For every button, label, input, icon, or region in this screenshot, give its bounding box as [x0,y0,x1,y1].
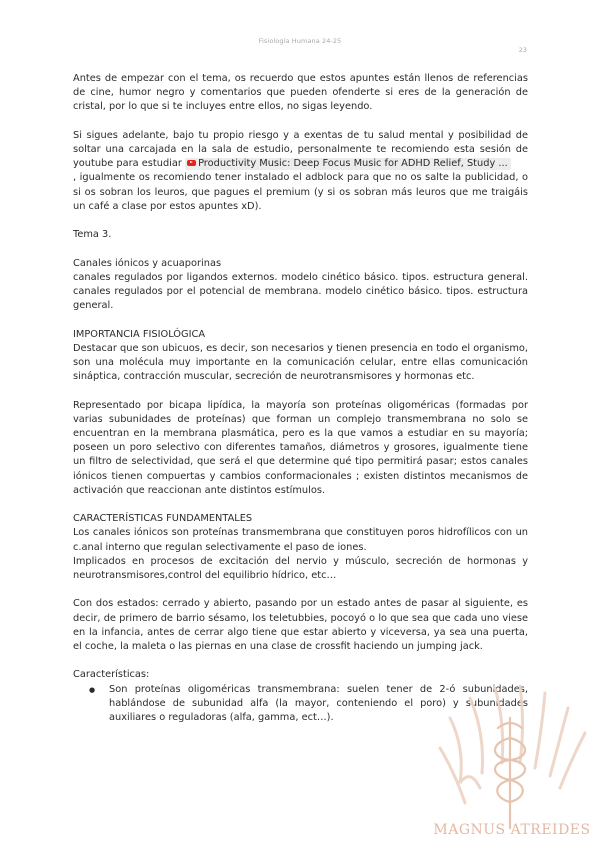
topic-title: Canales iónicos y acuaporinas [73,257,222,269]
list-item: ● Son proteínas oligoméricas transmembrana: suelen tener de 2-ó subunidades, hablándose de subunidad alfa (la mayor, conteniendo el poro) y subunidades auxiliares o reguladoras (alfa, gamma, ect…). [109,683,528,726]
topic-number: Tema 3. [73,229,112,241]
fundamentales-line-1: Los canales iónicos son proteínas transmembrana que constituyen poros hidrofílicos con un c.anal interno que regulan selectivamente el paso de iones. [73,527,528,553]
study-music-text-before: Si sigues adelante, bajo tu propio riesgo y a exentas de tu salud mental y posibilidad de soltar una carcajada en la sala de estudio, personalmente te recomiendo esta sesión de youtube para estudiar [73,129,528,170]
fundamentales-line-2: Implicados en procesos de excitación del nervio y músculo, secreción de hormonas y neurotransmisores,control del equilibrio hídrico, etc… [73,555,528,582]
section-heading-importancia: IMPORTANCIA FISIOLÓGICA [73,328,206,340]
page-number: 23 [518,46,527,54]
caracteristicas-heading: Características: [73,669,150,681]
estados-paragraph: Con dos estados: cerrado y abierto, pasando por un estado antes de pasar al siguiente, es decir, de primero de barrio sésamo, los teletubbies, pocoyó o lo que sea que cada uno viese en la infancia, antes de cerrar algo tiene que estar abierto y viceversa, ya sea una puerta, el coche, la maleta o las piernas en una clase de crossfit haciendo un jumping jack. [73,598,528,653]
youtube-icon [187,160,196,167]
topic-summary: canales regulados por ligandos externos. modelo cinético básico. tipos. estructura general. canales regulados por el potencial de membrana. modelo cinético básico. tipos. estructura general. [73,271,528,312]
importancia-paragraph-2: Representado por bicapa lipídica, la mayoría son proteínas oligoméricas (formadas por varias subunidades de proteínas) que forman un complejo transmembrana no solo se encuentran en la membrana plasmática, pero es la que vamos a estudiar en su mayoría; poseen un poro selectivo con diferentes tamaños, diámetros y grosores, igualmente tiene un filtro de selectividad, que será el que determine qué tipo permitirá pasar; estos canales iónicos tienen compuertas y cambios conformacionales ; existen distintos mecanismos de activación que reaccionan ante distintos estímulos. [73,399,528,496]
youtube-link-text[interactable]: Productivity Music: Deep Focus Music for ADHD Relief, Study ... [198,158,508,170]
caracteristicas-list [73,683,528,726]
youtube-link-chip[interactable] [185,158,511,170]
study-music-text-after: , igualmente os recomiendo tener instalado el adblock para que no os salte la publicidad, o si os sobran los leuros, que pagues el premium (y si os sobran más leuros que me traigáis un café a clase por estos apuntes xD). [73,172,528,212]
importancia-paragraph-1: Destacar que son ubicuos, es decir, son necesarios y tienen presencia en todo el organismo, son una molécula muy importante en la comunicación celular, entre ellas comunicación sináptica, contracción muscular, secreción de neurotransmisores y hormonas etc. [73,342,528,383]
intro-paragraph: Antes de empezar con el tema, os recuerdo que estos apuntes están llenos de referencias de cine, humor negro y comentarios que pueden ofenderte si eres de la generación de cristal, por lo que si te incluyes entre ellos, no sigas leyendo. [73,73,528,113]
running-header: Fisiología Humana 24-25 [258,37,342,45]
watermark-text: MAGNUS ATREIDES [433,822,591,838]
section-heading-caracteristicas-fundamentales: CARACTERÍSTICAS FUNDAMENTALES [73,513,253,525]
study-music-paragraph [73,129,528,214]
page-content [73,72,528,725]
